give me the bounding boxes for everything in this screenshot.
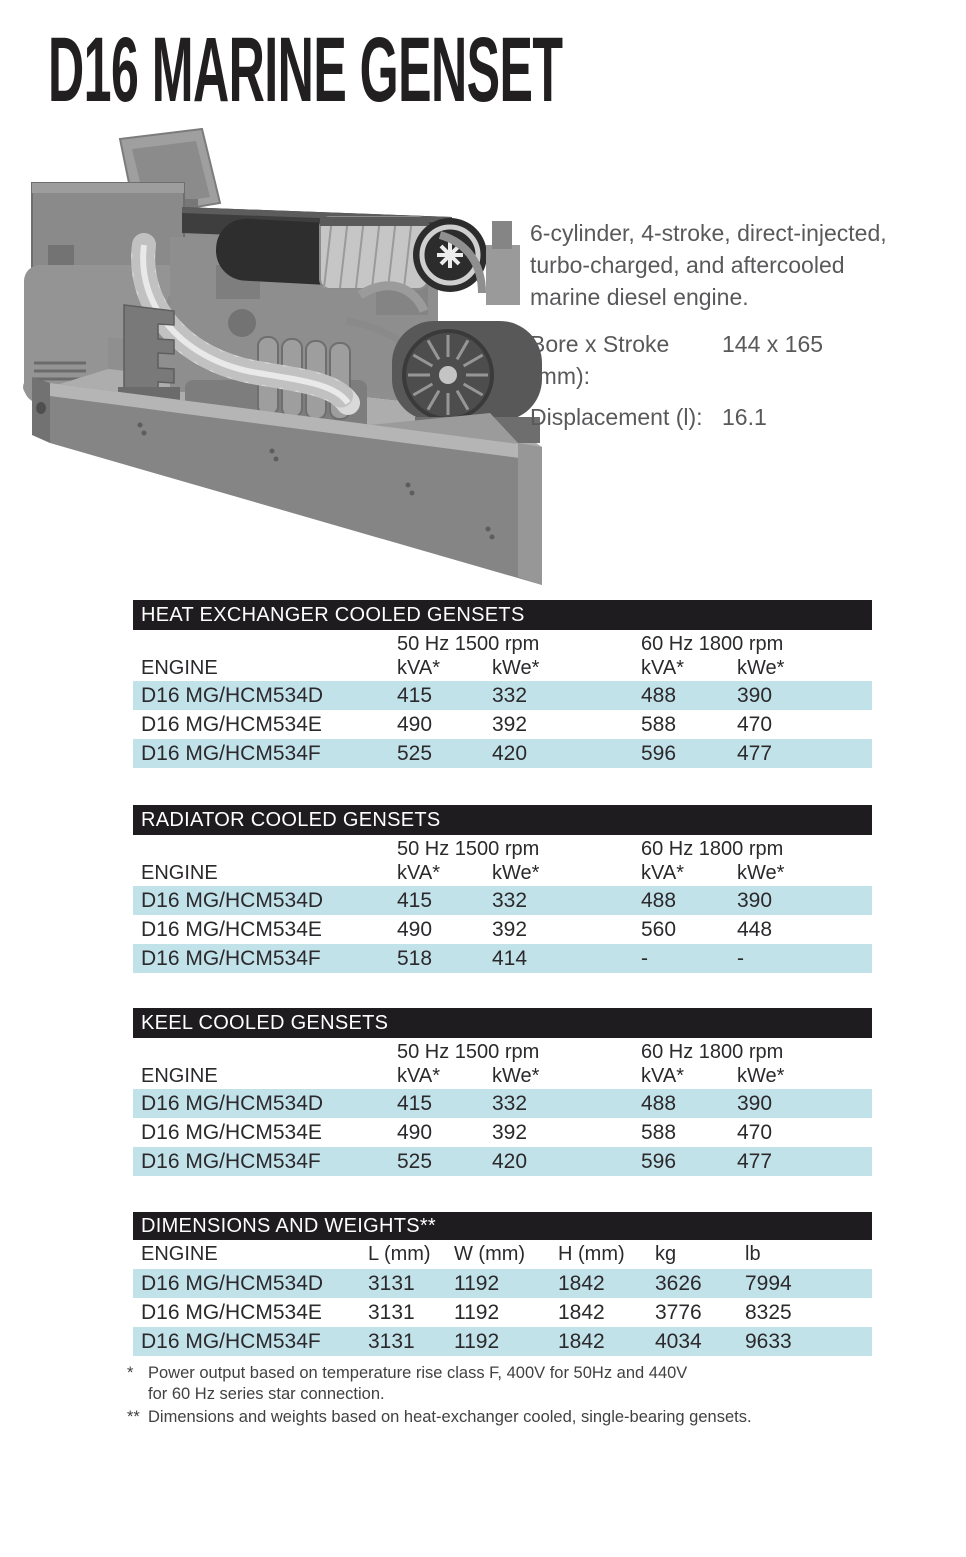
engine-cell: D16 MG/HCM534E (141, 917, 322, 941)
frequency-header-row (133, 835, 872, 861)
table-row (133, 915, 872, 944)
spec-value: 144 x 165 (722, 331, 824, 357)
value-cell: 3131 (368, 1271, 415, 1295)
value-cell: 415 (397, 683, 433, 707)
value-cell: 588 (641, 712, 677, 736)
value-cell: 8325 (745, 1300, 792, 1324)
freq-60hz-label: 60 Hz 1800 rpm (641, 838, 784, 860)
col-header: kVA* (397, 1065, 440, 1087)
table-row (133, 681, 872, 710)
value-cell: 488 (641, 683, 677, 707)
table-row (133, 1298, 872, 1327)
engine-cell: D16 MG/HCM534E (141, 712, 322, 736)
value-cell: 390 (737, 1091, 773, 1115)
frequency-header-row (133, 630, 872, 656)
value-cell: 490 (397, 1120, 433, 1144)
description-line: turbo-charged, and aftercooled (530, 252, 845, 278)
col-header: ENGINE (141, 862, 218, 884)
table-row (133, 1147, 872, 1176)
value-cell: 560 (641, 917, 677, 941)
table-title-bar (133, 1212, 872, 1240)
footnotes (127, 1363, 847, 1428)
value-cell: 1842 (558, 1300, 605, 1324)
page-title: D16 MARINE GENSET (48, 19, 563, 121)
value-cell: - (641, 946, 648, 970)
spec-value: 16.1 (722, 404, 767, 430)
col-header: W (mm) (454, 1243, 526, 1265)
description-line: 6-cylinder, 4-stroke, direct-injected, (530, 220, 887, 246)
value-cell: 332 (492, 1091, 528, 1115)
value-cell: 1192 (454, 1300, 500, 1324)
table-title-bar (133, 600, 872, 630)
footnote-text: Dimensions and weights based on heat-exchanger cooled, single-bearing gensets. (148, 1408, 752, 1426)
column-header-row (133, 1240, 872, 1269)
value-cell: 3776 (655, 1300, 702, 1324)
table-row (133, 710, 872, 739)
col-header: kWe* (492, 862, 540, 884)
value-cell: 1192 (454, 1271, 500, 1295)
freq-50hz-label: 50 Hz 1500 rpm (397, 633, 540, 655)
col-header: ENGINE (141, 1243, 218, 1265)
table-title-bar (133, 1008, 872, 1038)
freq-50hz-label: 50 Hz 1500 rpm (397, 1041, 540, 1063)
table-title-bar (133, 805, 872, 835)
value-cell: 470 (737, 712, 773, 736)
engine-cell: D16 MG/HCM534D (141, 888, 324, 912)
value-cell: 3131 (368, 1300, 415, 1324)
freq-60hz-label: 60 Hz 1800 rpm (641, 633, 784, 655)
value-cell: 420 (492, 741, 528, 765)
value-cell: 490 (397, 917, 433, 941)
table-heat-exchanger (133, 600, 872, 768)
table-title: RADIATOR COOLED GENSETS (141, 808, 441, 831)
value-cell: 588 (641, 1120, 677, 1144)
value-cell: 596 (641, 741, 677, 765)
col-header: lb (745, 1243, 761, 1265)
engine-cell: D16 MG/HCM534F (141, 1149, 321, 1173)
col-header: ENGINE (141, 657, 218, 679)
value-cell: 525 (397, 1149, 433, 1173)
value-cell: - (737, 946, 744, 970)
footnote-marker: * (127, 1364, 134, 1382)
col-header: kWe* (737, 862, 785, 884)
col-header: kg (655, 1243, 677, 1265)
value-cell: 392 (492, 1120, 528, 1144)
freq-60hz-label: 60 Hz 1800 rpm (641, 1041, 784, 1063)
table-row (133, 1089, 872, 1118)
footnote-power-output (127, 1363, 847, 1405)
value-cell: 490 (397, 712, 433, 736)
value-cell: 518 (397, 946, 433, 970)
value-cell: 470 (737, 1120, 773, 1144)
value-cell: 477 (737, 741, 773, 765)
engine-cell: D16 MG/HCM534D (141, 1091, 324, 1115)
col-header: ENGINE (141, 1065, 218, 1087)
col-header: kVA* (641, 862, 684, 884)
value-cell: 477 (737, 1149, 773, 1173)
value-cell: 488 (641, 1091, 677, 1115)
value-cell: 392 (492, 712, 528, 736)
engine-description (530, 217, 930, 433)
col-header: kVA* (397, 862, 440, 884)
table-title: HEAT EXCHANGER COOLED GENSETS (141, 603, 525, 626)
value-cell: 448 (737, 917, 773, 941)
table-row (133, 1269, 872, 1298)
value-cell: 414 (492, 946, 528, 970)
col-header: L (mm) (368, 1243, 431, 1265)
value-cell: 390 (737, 683, 773, 707)
value-cell: 332 (492, 683, 528, 707)
table-row (133, 886, 872, 915)
table-row (133, 739, 872, 768)
col-header: kVA* (397, 657, 440, 679)
engine-cell: D16 MG/HCM534E (141, 1120, 322, 1144)
col-header: kVA* (641, 657, 684, 679)
col-header: kWe* (737, 1065, 785, 1087)
value-cell: 525 (397, 741, 433, 765)
table-row (133, 944, 872, 973)
column-header-row (133, 1064, 872, 1089)
footnote-dimensions (127, 1407, 847, 1428)
table-row (133, 1327, 872, 1356)
freq-50hz-label: 50 Hz 1500 rpm (397, 838, 540, 860)
value-cell: 1192 (454, 1329, 500, 1353)
value-cell: 1842 (558, 1329, 605, 1353)
value-cell: 488 (641, 888, 677, 912)
value-cell: 415 (397, 888, 433, 912)
value-cell: 3131 (368, 1329, 415, 1353)
value-cell: 9633 (745, 1329, 792, 1353)
column-header-row (133, 861, 872, 886)
col-header: H (mm) (558, 1243, 625, 1265)
spec-label: Displacement (l): (530, 404, 703, 430)
value-cell: 4034 (655, 1329, 702, 1353)
col-header: kWe* (492, 1065, 540, 1087)
table-row (133, 1118, 872, 1147)
engine-cell: D16 MG/HCM534E (141, 1300, 322, 1324)
value-cell: 415 (397, 1091, 433, 1115)
value-cell: 3626 (655, 1271, 702, 1295)
engine-cell: D16 MG/HCM534F (141, 946, 321, 970)
spec-label: Bore x Stroke (mm): (530, 331, 670, 389)
table-title: KEEL COOLED GENSETS (141, 1011, 389, 1034)
table-title: DIMENSIONS AND WEIGHTS** (141, 1214, 437, 1237)
table-keel (133, 1008, 872, 1176)
engine-cell: D16 MG/HCM534D (141, 683, 324, 707)
col-header: kWe* (492, 657, 540, 679)
table-radiator (133, 805, 872, 973)
description-line: marine diesel engine. (530, 284, 749, 310)
engine-cell: D16 MG/HCM534D (141, 1271, 324, 1295)
value-cell: 420 (492, 1149, 528, 1173)
spec-bore-stroke (530, 328, 930, 392)
frequency-header-row (133, 1038, 872, 1064)
table-dimensions (133, 1212, 872, 1356)
air-filter (320, 217, 487, 292)
value-cell: 390 (737, 888, 773, 912)
column-header-row (133, 656, 872, 681)
footnote-marker: ** (127, 1408, 140, 1426)
col-header: kWe* (737, 657, 785, 679)
engine-cell: D16 MG/HCM534F (141, 741, 321, 765)
value-cell: 392 (492, 917, 528, 941)
value-cell: 596 (641, 1149, 677, 1173)
spec-displacement (530, 401, 930, 433)
col-header: kVA* (641, 1065, 684, 1087)
genset-photo (20, 125, 550, 595)
value-cell: 7994 (745, 1271, 792, 1295)
value-cell: 1842 (558, 1271, 605, 1295)
value-cell: 332 (492, 888, 528, 912)
footnote-text: Power output based on temperature rise class F, 400V for 50Hz and 440V for 60 Hz series star connection. (148, 1364, 688, 1403)
engine-cell: D16 MG/HCM534F (141, 1329, 321, 1353)
